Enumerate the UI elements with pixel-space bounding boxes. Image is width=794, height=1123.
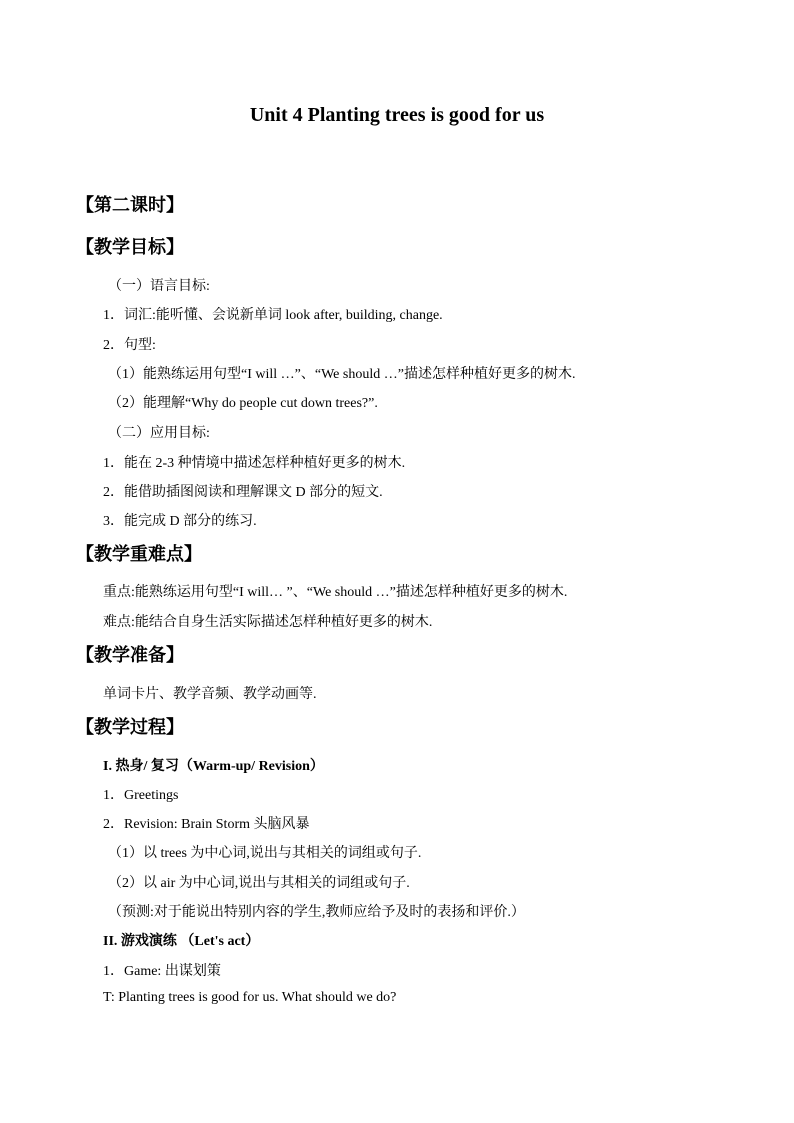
objective-line: 1．词汇:能听懂、会说新单词 look after, building, change. [103, 308, 443, 323]
process-line: 2．Revision: Brain Storm 头脑风暴 [103, 817, 310, 832]
process-line: 1．Greetings [103, 788, 179, 803]
objective-line: （二）应用目标: [108, 426, 210, 441]
objective-line: （1）能熟练运用句型“I will …”、“We should …”描述怎样种植好更多的树木. [108, 367, 576, 382]
process-line: （2）以 air 为中心词,说出与其相关的词组或句子. [108, 876, 410, 891]
objective-line: （2）能理解“Why do people cut down trees?”. [108, 396, 378, 411]
process-line: 1．Game: 出谋划策 [103, 964, 221, 979]
objective-line: 2．句型: [103, 338, 156, 353]
process-subheading: II. 游戏演练 （Let's act） [103, 934, 260, 949]
preparation-line: 单词卡片、教学音频、教学动画等. [103, 687, 317, 702]
section-heading-objectives: 【教学目标】 [76, 237, 184, 258]
section-heading-process: 【教学过程】 [76, 717, 184, 738]
section-heading-key-points: 【教学重难点】 [76, 544, 202, 565]
objective-line: （一）语言目标: [108, 279, 210, 294]
section-heading-preparation: 【教学准备】 [76, 645, 184, 666]
process-line: T: Planting trees is good for us. What should we do? [103, 990, 397, 1005]
objective-line: 1．能在 2-3 种情境中描述怎样种植好更多的树木. [103, 456, 406, 471]
process-subheading: I. 热身/ 复习（Warm-up/ Revision） [103, 759, 324, 774]
document-title: Unit 4 Planting trees is good for us [249, 104, 545, 126]
process-line: （1）以 trees 为中心词,说出与其相关的词组或句子. [108, 846, 422, 861]
section-heading-lesson: 【第二课时】 [76, 195, 184, 216]
key-point-line: 难点:能结合自身生活实际描述怎样种植好更多的树木. [103, 615, 433, 630]
objective-line: 3．能完成 D 部分的练习. [103, 514, 257, 529]
key-point-line: 重点:能熟练运用句型“I will… ”、“We should …”描述怎样种植好更多的树木. [103, 585, 568, 600]
process-line: （预测:对于能说出特别内容的学生,教师应给予及时的表扬和评价.） [108, 905, 525, 920]
objective-line: 2．能借助插图阅读和理解课文 D 部分的短文. [103, 485, 383, 500]
